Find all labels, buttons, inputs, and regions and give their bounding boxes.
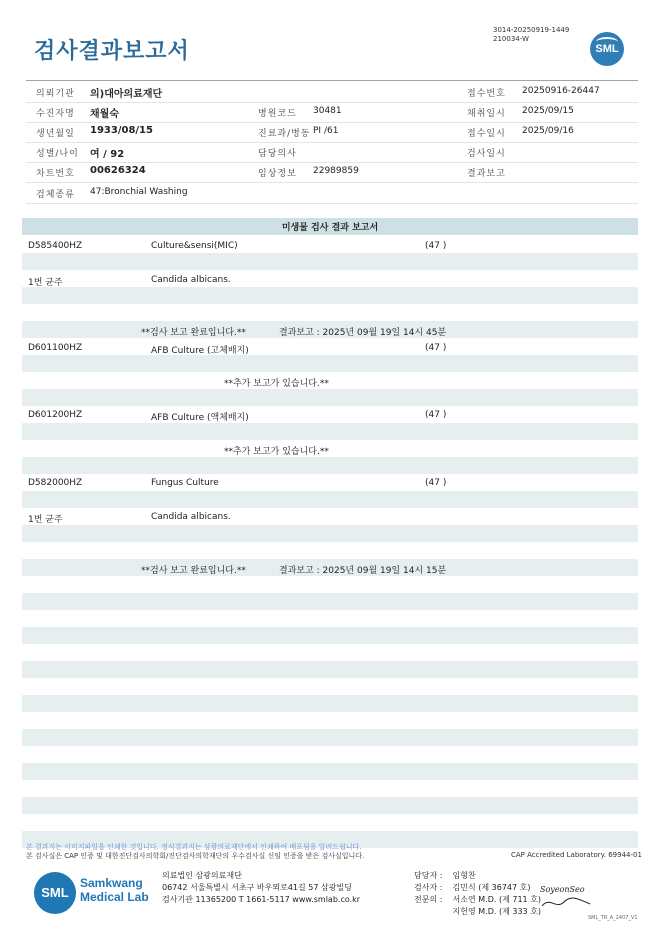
report-note: **검사 보고 완료입니다.**: [141, 328, 246, 338]
info-value-v3: 2025/09/15: [522, 106, 574, 116]
staff-label-tester: 검사자 :: [414, 883, 443, 892]
report-note: **검사 보고 완료입니다.**: [141, 566, 246, 576]
logo-text: SML: [595, 43, 619, 55]
test-name: AFB Culture (액체배지): [151, 413, 249, 423]
info-row: [26, 183, 638, 204]
test-name: Candida albicans.: [151, 512, 231, 522]
info-label-l3: 채취일시: [467, 109, 506, 119]
sml-logo-bottom: SML: [34, 872, 76, 914]
result-band: [22, 797, 638, 814]
info-label-l3: 접수일시: [467, 129, 506, 139]
info-row: [26, 142, 638, 163]
info-value-v1: 채월숙: [90, 109, 119, 120]
test-code: D601200HZ: [28, 410, 83, 420]
report-note: **추가 보고가 있습니다.**: [224, 447, 329, 457]
info-label-l3: 결과보고: [467, 169, 506, 179]
document-id: [493, 26, 569, 44]
staff-row-tester: [414, 882, 541, 894]
report-note: **추가 보고가 있습니다.**: [224, 379, 329, 389]
result-band: [22, 491, 638, 508]
result-band: [22, 763, 638, 780]
staff-value-tester: 김민식 (제 36747 호): [452, 883, 531, 892]
sml-logo-top: [590, 32, 624, 66]
page-title: 검사결과보고서: [34, 39, 190, 64]
result-band: [22, 253, 638, 270]
cap-accreditation: CAP Accredited Laboratory. 69944-01: [511, 851, 642, 859]
brand-name: [80, 876, 149, 904]
info-label-l1: 생년월일: [36, 129, 75, 139]
staff-value-manager: 임형찬: [452, 871, 476, 880]
company-contact: 검사기관 11365200 T 1661-5117 www.smlab.co.kr: [162, 895, 361, 904]
info-label-l2: 진료과/병동: [258, 129, 311, 139]
signature-text: SoyeonSeo: [540, 885, 585, 894]
specimen-number: (47 ): [425, 410, 447, 420]
staff-row-manager: [414, 870, 541, 882]
result-band: [22, 355, 638, 372]
info-label-l3: 접수번호: [467, 89, 506, 99]
result-band: [22, 593, 638, 610]
info-value-v2: PI /61: [313, 126, 339, 136]
signature-scribble-icon: [542, 898, 590, 906]
info-row: [26, 122, 638, 143]
report-timestamp: 결과보고 : 2025년 09월 19일 14시 45분: [279, 328, 447, 338]
result-band: [22, 729, 638, 746]
info-value-v2: 22989859: [313, 166, 359, 176]
info-label-l1: 의뢰기관: [36, 89, 75, 99]
result-band: [22, 661, 638, 678]
result-band: [22, 389, 638, 406]
staff-row-specialist2: [414, 906, 541, 918]
info-label-l1: 검체종류: [36, 190, 75, 200]
info-value-v3: 20250916-26447: [522, 86, 600, 96]
info-value-v1: 1933/08/15: [90, 125, 153, 136]
info-label-l3: 검사일시: [467, 149, 506, 159]
specimen-number: (47 ): [425, 343, 447, 353]
result-band: [22, 423, 638, 440]
test-name: AFB Culture (고체배지): [151, 346, 249, 356]
info-label-l1: 성별/나이: [36, 149, 79, 159]
info-value-v1: 여 / 92: [90, 149, 125, 160]
test-code: D582000HZ: [28, 478, 83, 488]
document-id-line2: 210034-W: [493, 35, 529, 43]
brand-line2: Medical Lab: [80, 890, 149, 904]
info-row: [26, 162, 638, 183]
info-value-v1: 00626324: [90, 165, 146, 176]
info-row: [26, 82, 638, 103]
footer-note-faded: 본 결과지는 이미지파일을 인쇄한 것입니다. 정식결과지는 삼광의료재단에서 인쇄하여 배포됨을 알려드립니다.: [26, 843, 362, 851]
info-value-v1: 의)대아의료재단: [90, 89, 163, 100]
staff-row-specialist: [414, 894, 541, 906]
staff-value-specialist2: 지헌영 M.D. (제 333 호): [452, 907, 542, 916]
company-address: 06742 서울특별시 서초구 바우뫼로41길 57 삼광빌딩: [162, 883, 352, 892]
info-value-v1: 47:Bronchial Washing: [90, 187, 188, 197]
result-band: [22, 695, 638, 712]
staff-value-specialist1: 서소연 M.D. (제 711 호): [452, 895, 542, 904]
result-band: [22, 287, 638, 304]
report-timestamp: 결과보고 : 2025년 09월 19일 14시 15분: [279, 566, 447, 576]
info-value-v2: 30481: [313, 106, 342, 116]
test-code: D601100HZ: [28, 343, 83, 353]
footer-note: [26, 843, 364, 861]
brand-line1: Samkwang: [80, 876, 143, 890]
logo-arc-icon: [596, 37, 618, 47]
test-name: Culture&sensi(MIC): [151, 241, 238, 251]
result-band: [22, 525, 638, 542]
footer-note-main: 본 검사실은 CAP 인증 및 대한진단검사의학회/진단검사의학재단의 우수검사실 신임 인증을 받은 검사실입니다.: [26, 852, 365, 860]
test-code: 1번 균주: [28, 278, 63, 288]
info-label-l2: 담당의사: [258, 149, 297, 159]
test-code: D585400HZ: [28, 241, 83, 251]
result-band: [22, 627, 638, 644]
specimen-number: (47 ): [425, 478, 447, 488]
info-top-divider: [26, 80, 638, 81]
info-label-l2: 병원코드: [258, 109, 297, 119]
staff-info: [414, 870, 541, 918]
staff-label-specialist: 전문의 :: [414, 895, 443, 904]
info-label-l2: 임상정보: [258, 169, 297, 179]
info-label-l1: 수진자명: [36, 109, 75, 119]
specimen-number: (47 ): [425, 241, 447, 251]
info-value-v3: 2025/09/16: [522, 126, 574, 136]
results-section-title: 미생물 검사 결과 보고서: [281, 223, 379, 233]
info-label-l1: 차트번호: [36, 169, 75, 179]
signatures: [540, 882, 600, 912]
form-code: SML_TR_A_2407_V1: [588, 915, 638, 921]
staff-label-manager: 담당자 :: [414, 871, 443, 880]
info-row: [26, 102, 638, 123]
test-name: Fungus Culture: [151, 478, 219, 488]
test-code: 1번 균주: [28, 515, 63, 525]
result-band: [22, 457, 638, 474]
document-id-line1: 3014-20250919-1449: [493, 26, 570, 34]
company-info: [162, 870, 360, 906]
company-name: 의료법인 삼광의료재단: [162, 871, 242, 880]
test-name: Candida albicans.: [151, 275, 231, 285]
